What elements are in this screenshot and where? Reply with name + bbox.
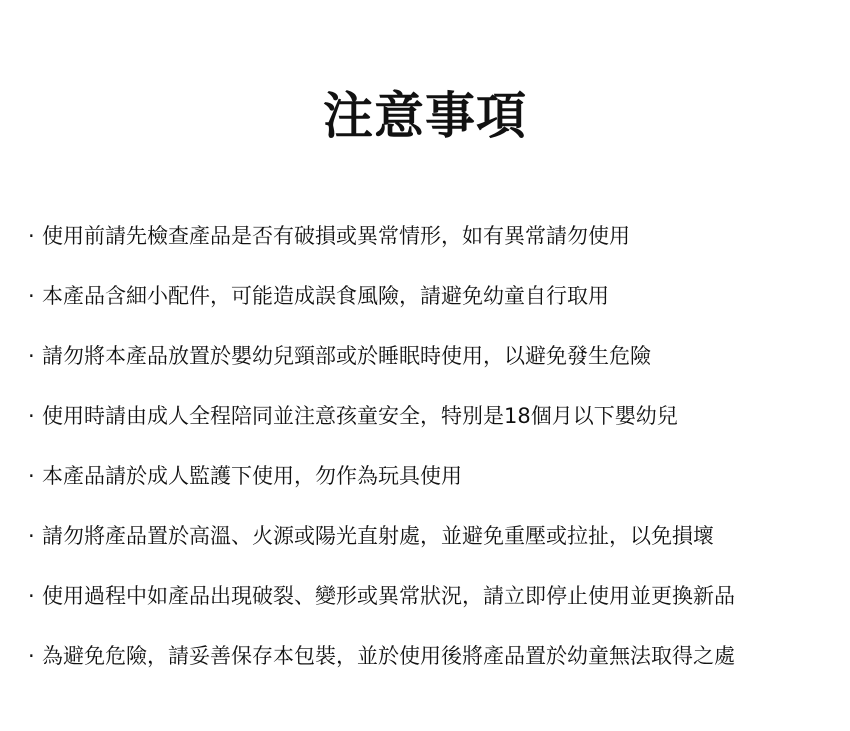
- bullet-icon: ·: [28, 344, 35, 368]
- list-item: [28, 216, 735, 276]
- item-text: 為避免危險，請妥善保存本包裝，並於使用後將產品置於幼童無法取得之處: [42, 644, 735, 668]
- bullet-icon: ·: [28, 284, 35, 308]
- item-text: 請勿將本產品放置於嬰幼兒頸部或於睡眠時使用，以避免發生危險: [42, 344, 651, 368]
- bullet-icon: ·: [28, 404, 35, 428]
- list-item: [28, 396, 735, 456]
- bullet-icon: ·: [28, 224, 35, 248]
- list-item: [28, 336, 735, 396]
- page-title: 注意事項: [323, 87, 527, 145]
- bullet-icon: ·: [28, 524, 35, 548]
- item-text: 使用時請由成人全程陪同並注意孩童安全，特別是18個月以下嬰幼兒: [42, 404, 678, 428]
- list-item: [28, 576, 735, 636]
- item-text: 使用過程中如產品出現破裂、變形或異常狀況，請立即停止使用並更換新品: [42, 584, 735, 608]
- notice-list: [28, 216, 735, 696]
- list-item: [28, 516, 735, 576]
- item-text: 使用前請先檢查產品是否有破損或異常情形，如有異常請勿使用: [42, 224, 630, 248]
- item-text: 請勿將產品置於高溫、火源或陽光直射處，並避免重壓或拉扯，以免損壞: [42, 524, 714, 548]
- item-text: 本產品請於成人監護下使用，勿作為玩具使用: [42, 464, 462, 488]
- item-text: 本產品含細小配件，可能造成誤食風險，請避免幼童自行取用: [42, 284, 609, 308]
- bullet-icon: ·: [28, 644, 35, 668]
- list-item: [28, 276, 735, 336]
- bullet-icon: ·: [28, 584, 35, 608]
- list-item: [28, 636, 735, 696]
- list-item: [28, 456, 735, 516]
- bullet-icon: ·: [28, 464, 35, 488]
